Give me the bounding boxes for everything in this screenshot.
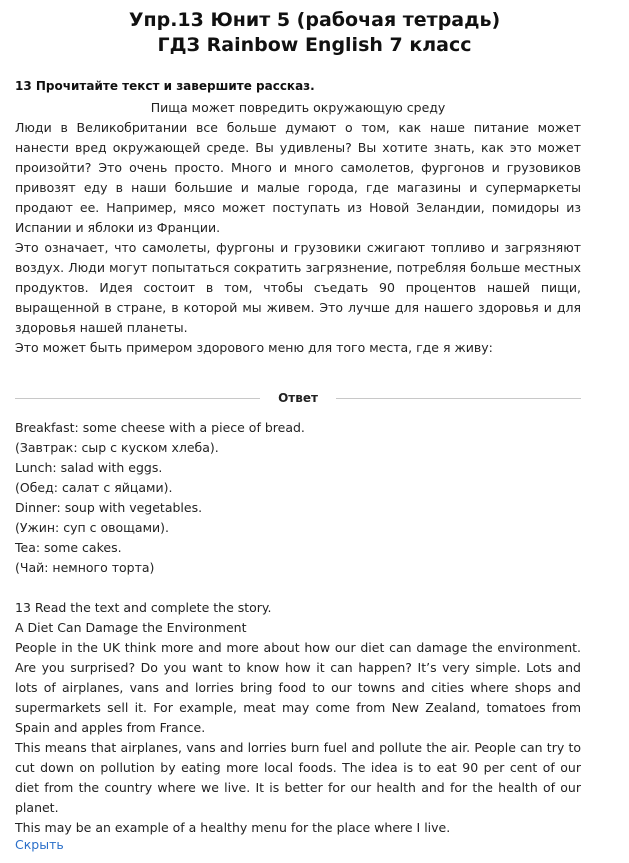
title-line-2: ГДЗ Rainbow English 7 класс: [157, 34, 472, 56]
menu-line: (Обед: салат с яйцами).: [15, 480, 173, 495]
menu-line: (Завтрак: сыр с куском хлеба).: [15, 440, 219, 455]
menu-line: (Чай: немного торта): [15, 560, 155, 575]
menu-line: Breakfast: some cheese with a piece of bread.: [15, 420, 305, 435]
answer-divider: [15, 388, 581, 408]
page-title: [0, 8, 629, 58]
ru-paragraph: Это может быть примером здорового меню для того места, где я живу:: [15, 340, 493, 355]
menu-line: Tea: some cakes.: [15, 540, 122, 555]
menu-line: Lunch: salad with eggs.: [15, 460, 163, 475]
en-paragraph: People in the UK think more and more about how our diet can damage the environment. Are you surprised? Do you want to know how it can happen? It’s very simple. Lots and lots of airplanes, vans and lorries bring food to our towns and cities where shops and supermarkets sell it. For example, meat may come from New Zealand, tomatoes from Spain and apples from France.: [15, 640, 581, 735]
answer-label: Ответ: [278, 391, 318, 405]
divider-line-right: [336, 398, 581, 399]
ru-paragraph: Люди в Великобритании все больше думают о том, как наше питание может нанести вред окружающей среде. Вы удивлены? Вы хотите знать, как это может произойти? Это очень просто. Много и много самолетов, фургонов и грузовиков привозят еду в наши большие и малые города, где магазины и супермаркеты продают ее. Например, мясо может поступать из Новой Зеландии, помидоры из Испании и яблоки из Франции.: [15, 120, 581, 235]
en-paragraph: This means that airplanes, vans and lorries burn fuel and pollute the air. People can try to cut down on pollution by eating more local foods. The idea is to eat 90 per cent of our diet from the country where we live. It is better for our health and for the health of our planet.: [15, 740, 581, 815]
task-heading: 13 Прочитайте текст и завершите рассказ.: [15, 79, 315, 93]
divider-line-left: [15, 398, 260, 399]
en-paragraph: This may be an example of a healthy menu for the place where I live.: [15, 820, 451, 835]
en-subtitle: A Diet Can Damage the Environment: [15, 620, 247, 635]
hide-link[interactable]: Скрыть: [15, 837, 64, 852]
english-text: [15, 598, 581, 838]
russian-text: [15, 98, 581, 358]
answer-menu: [15, 418, 581, 578]
menu-line: (Ужин: суп с овощами).: [15, 520, 169, 535]
en-task-heading: 13 Read the text and complete the story.: [15, 600, 272, 615]
ru-paragraph: Это означает, что самолеты, фургоны и грузовики сжигают топливо и загрязняют воздух. Люди могут попытаться сократить загрязнение, потребляя больше местных продуктов. Идея состоит в том, чтобы съедать 90 процентов нашей пищи, выращенной в стране, в которой мы живем. Это лучше для нашего здоровья и для здоровья нашей планеты.: [15, 240, 581, 335]
title-line-1: Упр.13 Юнит 5 (рабочая тетрадь): [128, 9, 501, 31]
menu-line: Dinner: soup with vegetables.: [15, 500, 203, 515]
ru-subtitle: Пища может повредить окружающую среду: [150, 100, 446, 115]
